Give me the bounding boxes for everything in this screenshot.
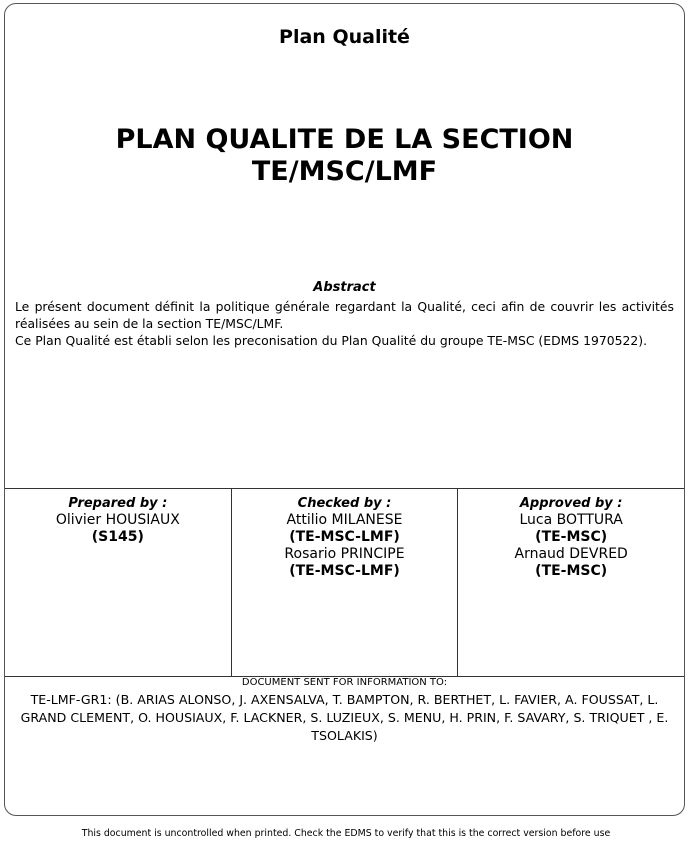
approved-by-label: Approved by : <box>519 496 623 511</box>
abstract-paragraph-2: Ce Plan Qualité est établi selon les preconisation du Plan Qualité du groupe TE-MSC (EDMS 1970522). <box>15 333 648 348</box>
distribution-list: TE-LMF-GR1: (B. ARIAS ALONSO, J. AXENSALVA, T. BAMPTON, R. BERTHET, L. FAVIER, A. FOUSSAT, L. GRAND CLEMENT, O. HOUSIAUX, F. LACKNER, S. LUZIEUX, S. MENU, H. PRIN, F. SAVARY, S. TRIQUET , E. TSOLAKIS) <box>20 692 669 743</box>
document-title-line1: PLAN QUALITE DE LA SECTION <box>115 124 574 155</box>
prepared-by-cell <box>5 489 231 676</box>
approver-unit: (TE-MSC) <box>535 529 608 545</box>
abstract-heading: Abstract <box>313 280 376 295</box>
abstract-paragraph-1: Le présent document définit la politique générale regardant la Qualité, ceci afin de couvrir les activités réalisées au sein de la section TE/MSC/LMF. <box>15 299 674 331</box>
preparer-unit: (S145) <box>91 529 144 545</box>
document-title-line2: TE/MSC/LMF <box>251 156 438 187</box>
prepared-by-label: Prepared by : <box>68 496 168 511</box>
document-frame <box>4 3 685 816</box>
checked-by-label: Checked by : <box>297 496 392 511</box>
checker-name: Attilio MILANESE <box>286 512 403 528</box>
abstract-text <box>15 298 674 349</box>
checked-by-cell <box>231 489 458 676</box>
approver-name: Arnaud DEVRED <box>514 546 628 562</box>
approved-by-cell <box>457 489 684 676</box>
distribution-heading: DOCUMENT SENT FOR INFORMATION TO: <box>241 677 448 688</box>
document-type: Plan Qualité <box>279 26 410 48</box>
signature-table <box>5 488 684 677</box>
approver-unit: (TE-MSC) <box>535 563 608 579</box>
checker-unit: (TE-MSC-LMF) <box>289 529 400 545</box>
preparer-name: Olivier HOUSIAUX <box>55 512 180 528</box>
checker-name: Rosario PRINCIPE <box>284 546 405 562</box>
document-title <box>5 124 684 188</box>
approver-name: Luca BOTTURA <box>519 512 623 528</box>
uncontrolled-copy-notice: This document is uncontrolled when printed. Check the EDMS to verify that this is the correct version before use <box>81 828 611 839</box>
checker-unit: (TE-MSC-LMF) <box>289 563 400 579</box>
